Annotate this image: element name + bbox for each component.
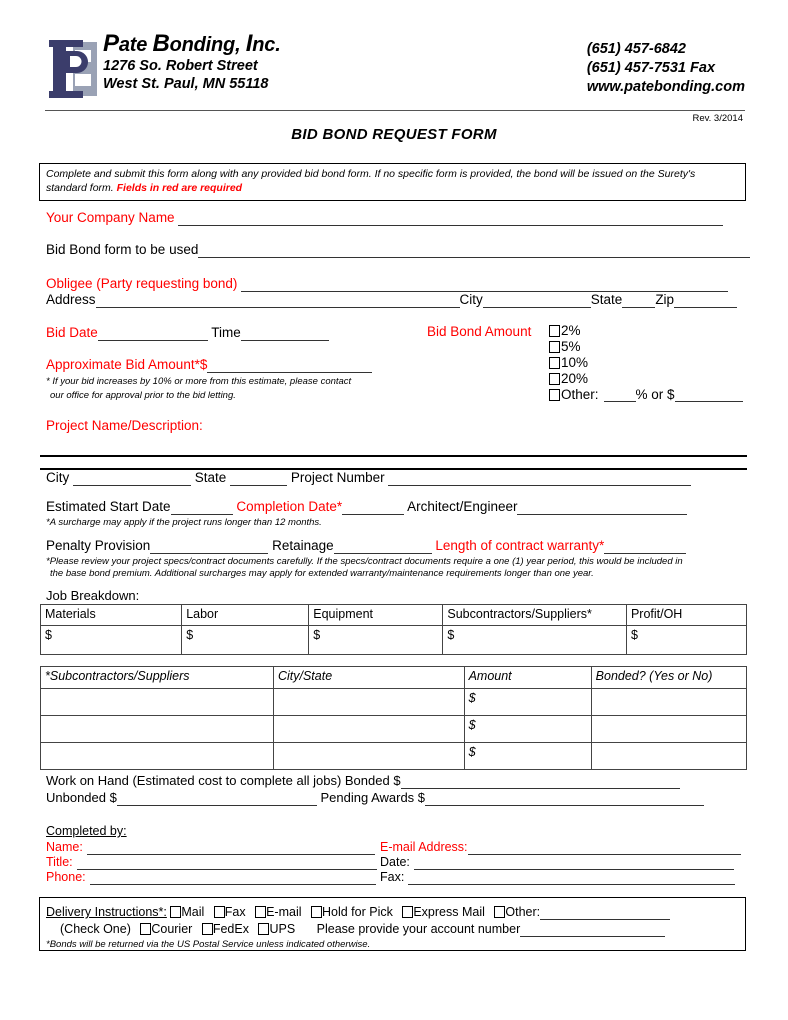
table-row (41, 716, 747, 743)
completed-by-fax-row (380, 869, 735, 885)
company-name: Pate Bonding, Inc. (103, 30, 281, 57)
checkbox-email[interactable] (255, 906, 266, 918)
company-website: www.patebonding.com (586, 79, 745, 95)
your-company-name-row (46, 210, 723, 226)
checkbox-ups[interactable] (258, 923, 269, 935)
delivery-option-fedex: FedEx (212, 922, 249, 936)
other-dollar-input[interactable] (675, 388, 743, 402)
approximate-bid-amount-label: Approximate Bid Amount*$ (46, 357, 208, 372)
bid-bond-amount-option-20-label: 20% (561, 371, 589, 386)
project-state-input[interactable] (230, 472, 287, 486)
bid-bond-amount-label: Bid Bond Amount (427, 324, 532, 339)
project-dates-row (46, 499, 687, 515)
surcharge-note: *A surcharge may apply if the project runs longer than 12 months. (46, 517, 322, 528)
completed-by-email-label: E-mail Address: (380, 840, 468, 854)
delivery-option-ups: UPS (269, 922, 296, 936)
column-profit-oh: Profit/OH (626, 605, 746, 626)
work-on-hand-label: Work on Hand (Estimated cost to complete all jobs) Bonded $ (46, 773, 401, 788)
pending-awards-label: Pending Awards $ (320, 790, 426, 805)
subcontractors-table (40, 666, 747, 770)
cell-amount[interactable]: $ (464, 716, 591, 743)
approximate-bid-amount-row (46, 357, 372, 373)
project-description-line-1[interactable] (40, 455, 747, 457)
header-divider (45, 110, 745, 111)
completed-by-fax-label: Fax: (380, 870, 405, 884)
state-input[interactable] (622, 294, 655, 308)
column-amount: Amount (464, 667, 591, 689)
account-number-text: Please provide your account number (316, 922, 521, 936)
page-header (45, 32, 745, 112)
company-address-line2: West St. Paul, MN 55118 (103, 76, 269, 92)
completion-date-label: Completion Date* (236, 499, 343, 514)
cell-labor-amount[interactable]: $ (182, 626, 309, 655)
completed-by-phone-input[interactable] (90, 871, 376, 885)
bid-bond-form-row (46, 242, 750, 258)
company-contact (587, 40, 745, 97)
account-number-input[interactable] (520, 923, 665, 937)
column-bonded: Bonded? (Yes or No) (591, 667, 746, 689)
project-city-label: City (46, 470, 70, 485)
delivery-instructions-row-1 (46, 905, 670, 920)
checkbox-5-percent[interactable] (549, 341, 560, 353)
unbonded-label: Unbonded $ (46, 790, 117, 805)
city-input[interactable] (483, 294, 591, 308)
cell-bonded[interactable] (591, 743, 746, 770)
penalty-provision-label: Penalty Provision (46, 538, 151, 553)
table-header-row (41, 667, 747, 689)
unbonded-row (46, 790, 704, 806)
cell-bonded[interactable] (591, 689, 746, 716)
checkbox-courier[interactable] (140, 923, 151, 935)
bid-time-input[interactable] (241, 327, 329, 341)
other-percent-input[interactable] (604, 388, 636, 402)
other-percent-suffix: % or $ (635, 387, 675, 402)
approximate-bid-amount-input[interactable] (207, 359, 372, 373)
revision-label: Rev. 3/2014 (692, 113, 743, 124)
cell-amount[interactable]: $ (464, 743, 591, 770)
checkbox-10-percent[interactable] (549, 357, 560, 369)
bid-time-label: Time (211, 325, 241, 340)
completed-by-date-label: Date: (380, 855, 410, 869)
cell-profit-oh-amount[interactable]: $ (626, 626, 746, 655)
bid-bond-amount-options (549, 323, 743, 403)
delivery-other-input[interactable] (540, 906, 670, 920)
table-row (41, 689, 747, 716)
column-labor: Labor (182, 605, 309, 626)
warranty-length-label: Length of contract warranty* (435, 538, 605, 553)
address-input[interactable] (96, 294, 460, 308)
column-city-state: City/State (273, 667, 464, 689)
obligee-input[interactable] (241, 278, 728, 292)
bid-bond-amount-option-2-label: 2% (561, 323, 581, 338)
zip-label: Zip (655, 292, 675, 307)
bid-bond-form-label: Bid Bond form to be used (46, 242, 199, 257)
company-phone: (651) 457-6842 (586, 41, 687, 57)
completion-date-input[interactable] (342, 501, 404, 515)
architect-engineer-input[interactable] (517, 501, 687, 515)
delivery-option-email: E-mail (266, 905, 302, 919)
cell-subcontractor-name[interactable] (41, 743, 274, 770)
estimated-start-date-label: Estimated Start Date (46, 499, 171, 514)
retainage-input[interactable] (334, 540, 432, 554)
check-one-label: (Check One) (60, 922, 131, 936)
completed-by-phone-label: Phone: (46, 870, 86, 884)
state-label: State (590, 292, 623, 307)
cell-subcontractor-name[interactable] (41, 716, 274, 743)
estimated-start-date-input[interactable] (171, 501, 233, 515)
column-materials: Materials (41, 605, 182, 626)
instructions-body: Complete and submit this form along with any provided bid bond form. If no specific form is provided, the bond will be issued on the Surety's standard form. (46, 168, 696, 194)
architect-engineer-label: Architect/Engineer (407, 499, 518, 514)
your-company-name-label: Your Company Name (46, 210, 175, 225)
checkbox-20-percent[interactable] (549, 373, 560, 385)
cell-city-state[interactable] (273, 716, 464, 743)
cell-amount[interactable]: $ (464, 689, 591, 716)
bid-bond-amount-option-5[interactable] (549, 339, 743, 355)
address-row (46, 292, 737, 308)
bid-bond-form-input[interactable] (198, 244, 750, 258)
bid-bond-amount-option-20[interactable] (549, 371, 743, 387)
checkbox-other-amount[interactable] (549, 389, 560, 401)
retainage-label: Retainage (272, 538, 334, 553)
table-header-row (41, 605, 747, 626)
cell-city-state[interactable] (273, 689, 464, 716)
completed-by-name-row (46, 839, 375, 855)
bid-bond-amount-option-other[interactable] (549, 387, 743, 403)
completed-by-heading-text: Completed by: (46, 824, 127, 838)
table-row (41, 626, 747, 655)
project-location-row (46, 470, 691, 486)
delivery-option-courier: Courier (151, 922, 193, 936)
delivery-option-other: Other: (505, 905, 541, 919)
instructions-text (46, 168, 739, 195)
completed-by-email-row (380, 839, 741, 855)
delivery-option-fax: Fax (224, 905, 246, 919)
bid-bond-amount-option-10[interactable] (549, 355, 743, 371)
cell-equipment-amount[interactable]: $ (309, 626, 443, 655)
bid-bond-amount-option-5-label: 5% (561, 339, 581, 354)
bid-bond-amount-option-2[interactable] (549, 323, 743, 339)
work-on-hand-row (46, 773, 680, 789)
completed-by-title-input[interactable] (77, 856, 377, 870)
approximate-bid-note-line2: our office for approval prior to the bid letting. (50, 390, 236, 401)
bid-date-input[interactable] (98, 327, 208, 341)
completed-by-title-row (46, 854, 377, 870)
company-identity (103, 32, 281, 93)
page-title: BID BOND REQUEST FORM (291, 126, 497, 143)
delivery-option-mail: Mail (181, 905, 205, 919)
cell-subcontractors-amount[interactable]: $ (443, 626, 627, 655)
checkbox-other-delivery[interactable] (494, 906, 505, 918)
penalty-provision-input[interactable] (150, 540, 268, 554)
project-state-label: State (194, 470, 227, 485)
bid-date-label: Bid Date (46, 325, 98, 340)
company-logo (45, 38, 103, 100)
column-subcontractors: Subcontractors/Suppliers* (443, 605, 627, 626)
pending-awards-input[interactable] (425, 792, 704, 806)
cell-subcontractor-name[interactable] (41, 689, 274, 716)
bid-bond-amount-other-label: Other: (561, 387, 599, 402)
instructions-box (39, 163, 746, 201)
approximate-bid-note-line1: * If your bid increases by 10% or more from this estimate, please contact (46, 376, 352, 387)
completed-by-fax-input[interactable] (408, 871, 735, 885)
completed-by-date-input[interactable] (414, 856, 734, 870)
delivery-footnote: *Bonds will be returned via the US Postal Service unless indicated otherwise. (46, 939, 371, 950)
company-address-line1: 1276 So. Robert Street (103, 58, 258, 74)
job-breakdown-table (40, 604, 747, 655)
completed-by-email-input[interactable] (468, 841, 741, 855)
completed-by-name-input[interactable] (87, 841, 375, 855)
delivery-instructions-label: Delivery Instructions*: (46, 905, 167, 919)
address-label: Address (46, 292, 96, 307)
cell-bonded[interactable] (591, 716, 746, 743)
obligee-row (46, 276, 728, 292)
completed-by-phone-row (46, 869, 376, 885)
column-subcontractor-name: *Subcontractors/Suppliers (41, 667, 274, 689)
column-equipment: Equipment (309, 605, 443, 626)
checkbox-express-mail[interactable] (402, 906, 413, 918)
city-label: City (459, 292, 483, 307)
job-breakdown-label: Job Breakdown: (46, 588, 140, 603)
completed-by-date-row (380, 854, 734, 870)
completed-by-name-label: Name: (46, 840, 83, 854)
table-row (41, 743, 747, 770)
checkbox-fedex[interactable] (202, 923, 213, 935)
delivery-instructions-row-2 (60, 922, 665, 937)
warranty-note-line1: *Please review your project specs/contract documents carefully. If the specs/contract documents require a one (1) year period, this would be included in (46, 556, 683, 567)
completed-by-heading (46, 824, 127, 838)
obligee-label: Obligee (Party requesting bond) (46, 276, 238, 291)
required-fields-note: Fields in red are required (116, 181, 243, 194)
work-on-hand-bonded-input[interactable] (401, 775, 680, 789)
unbonded-input[interactable] (117, 792, 317, 806)
bid-bond-amount-option-10-label: 10% (561, 355, 589, 370)
project-city-input[interactable] (73, 472, 191, 486)
project-number-label: Project Number (290, 470, 385, 485)
project-number-input[interactable] (388, 472, 691, 486)
checkbox-2-percent[interactable] (549, 325, 560, 337)
checkbox-mail[interactable] (170, 906, 181, 918)
company-fax: (651) 457-7531 Fax (586, 60, 716, 76)
warranty-length-input[interactable] (604, 540, 686, 554)
project-name-label: Project Name/Description: (46, 418, 203, 433)
completed-by-title-label: Title: (46, 855, 73, 869)
cell-materials-amount[interactable]: $ (41, 626, 182, 655)
bid-date-row (46, 325, 329, 341)
cell-city-state[interactable] (273, 743, 464, 770)
your-company-name-input[interactable] (178, 212, 723, 226)
delivery-option-express-mail: Express Mail (413, 905, 485, 919)
checkbox-fax[interactable] (214, 906, 225, 918)
delivery-option-hold-for-pick: Hold for Pick (322, 905, 393, 919)
penalty-provision-row (46, 538, 686, 554)
checkbox-hold-for-pick[interactable] (311, 906, 322, 918)
warranty-note-line2: the base bond premium. Additional surcharges may apply for extended warranty/maintenance requirements longer than one year. (50, 568, 594, 579)
pb-monogram-icon (45, 38, 103, 100)
zip-input[interactable] (674, 294, 737, 308)
